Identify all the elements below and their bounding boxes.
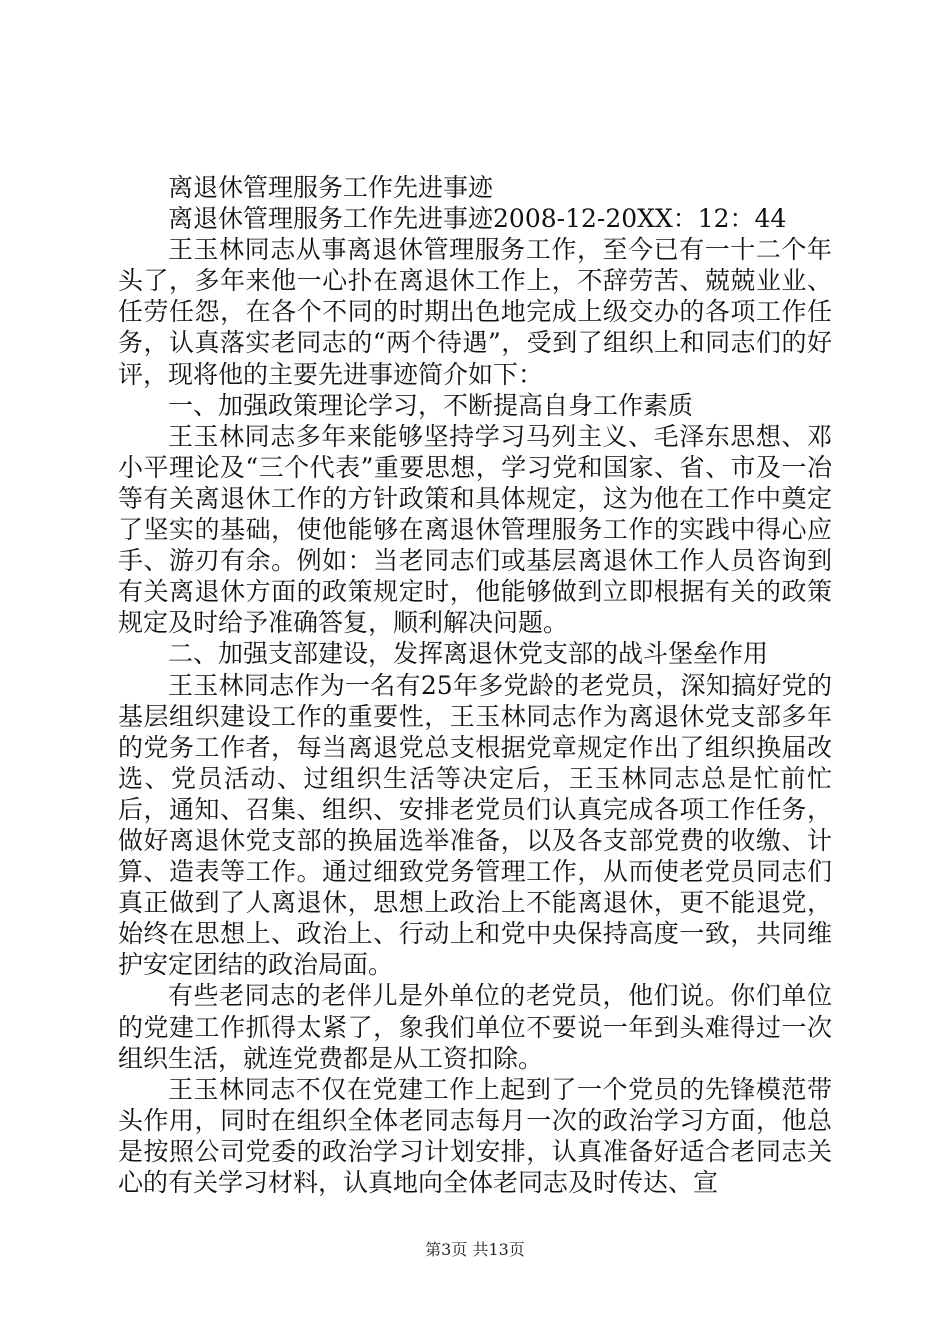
paragraph-section-2-continued: 王玉林同志不仅在党建工作上起到了一个党员的先锋模范带头作用，同时在组织全体老同志每月一次的政治学习方面，他总是按照公司党委的政治学习计划安排，认真准备好适合老同志关心的有关学习材料，认真地向全体老同志及时传达、宣 (118, 1074, 832, 1197)
page-number-footer: 第3页 共13页 (425, 1240, 525, 1259)
paragraph-section-2: 王玉林同志作为一名有25年多党龄的老党员，深知搞好党的基层组织建设工作的重要性，王玉林同志作为离退休党支部多年的党务工作者，每当离退党总支根据党章规定作出了组织换届改选、党员活动、过组织生活等决定后，王玉林同志总是忙前忙后，通知、召集、组织、安排老党员们认真完成各项工作任务，做好离退休党支部的换届选举准备，以及各支部党费的收缴、计算、造表等工作。通过细致党务管理工作，从而使老党员同志们真正做到了人离退休，思想上政治上不能离退休，更不能退党，始终在思想上、政治上、行动上和党中央保持高度一致，共同维护安定团结的政治局面。 (118, 670, 832, 980)
paragraph-section-2-quote: 有些老同志的老伴儿是外单位的老党员，他们说。你们单位的党建工作抓得太紧了，象我们单位不要说一年到头难得过一次组织生活，就连党费都是从工资扣除。 (118, 981, 832, 1073)
section-heading-1: 一、加强政策理论学习，不断提高自身工作素质 (168, 390, 694, 420)
document-subtitle-timestamp: 离退休管理服务工作先进事迹2008-12-20XX：12：44 (168, 204, 787, 234)
document-title: 离退休管理服务工作先进事迹 (168, 173, 494, 202)
section-heading-2: 二、加强支部建设，发挥离退休党支部的战斗堡垒作用 (168, 639, 769, 669)
paragraph-intro: 王玉林同志从事离退休管理服务工作，至今已有一十二个年头了，多年来他一心扑在离退休工作上，不辞劳苦、兢兢业业、任劳任怨，在各个不同的时期出色地完成上级交办的各项工作任务，认真落实老同志的“两个待遇”，受到了组织上和同志们的好评，现将他的主要先进事迹简介如下： (118, 235, 832, 389)
paragraph-section-1: 王玉林同志多年来能够坚持学习马列主义、毛泽东思想、邓小平理论及“三个代表”重要思想，学习党和国家、省、市及一冶等有关离退休工作的方针政策和具体规定，这为他在工作中奠定了坚实的基础，使他能够在离退休管理服务工作的实践中得心应手、游刃有余。例如：当老同志们或基层离退休工作人员咨询到有关离退休方面的政策规定时，他能够做到立即根据有关的政策规定及时给予准确答复，顺利解决问题。 (118, 421, 832, 638)
document-body (118, 172, 832, 1198)
